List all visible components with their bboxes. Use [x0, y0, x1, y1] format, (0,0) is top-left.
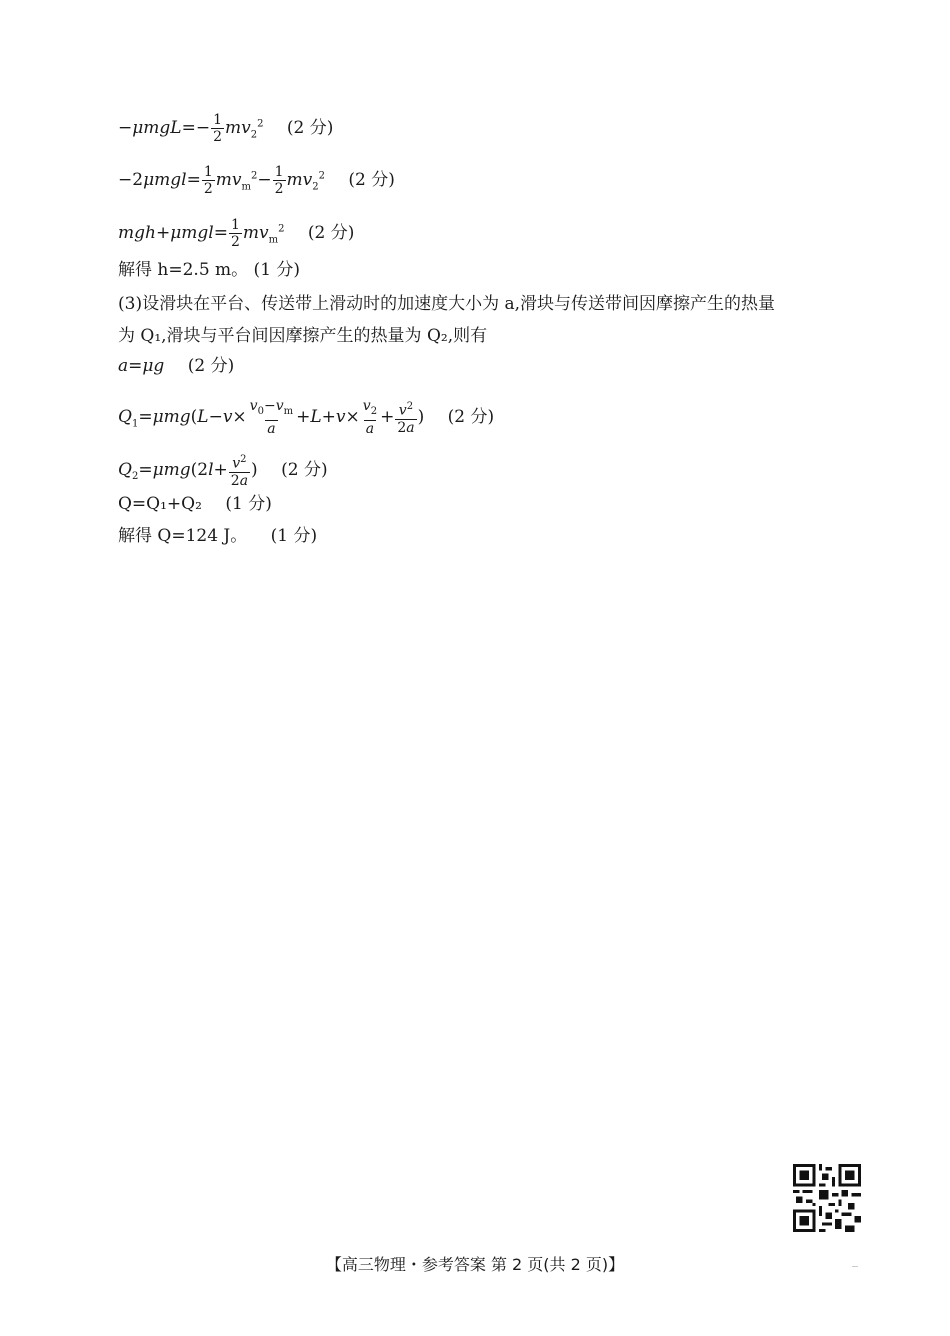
equation-1-score: (2 分) [286, 118, 334, 138]
equation-2: −2μmgl= $\frac{1}{2}$ $mv_m^2-$ $\frac{1}{2}$ $mv_2^2$ (2 分) [118, 164, 395, 197]
page-footer: 【高三物理・参考答案 第 2 页(共 2 页)】 [325, 1255, 625, 1274]
equation-q [118, 496, 272, 513]
equation-q-score: (1 分) [225, 494, 272, 514]
equation-a-text: a=μg [118, 356, 165, 376]
equation-q1: $Q_1=\mu mg(L-v\times$ $\frac{v_0-v_m}{a}$ +L+v× $\frac{v_2}{a}$ + $\frac{v^2}{2a}$ ) (2 分) [118, 398, 495, 437]
result-h: 解得 h=2.5 m。 (1 分) [118, 260, 301, 280]
scan-mark [852, 1266, 858, 1267]
qr-code-icon [793, 1164, 861, 1232]
result-q-text: 解得 Q=124 J。 [118, 526, 248, 546]
part3-intro-line2: 为 Q₁,滑块与平台间因摩擦产生的热量为 Q₂,则有 [118, 326, 488, 346]
part3-intro-line1: (3)设滑块在平台、传送带上滑动时的加速度大小为 a,滑块与传送带间因摩擦产生的热量 [118, 294, 776, 314]
equation-2-score: (2 分) [348, 170, 395, 190]
equation-q2: $Q_2=\mu mg(2l+$ $\frac{v^2}{2a}$ ) (2 分) [118, 454, 328, 489]
result-q [118, 528, 317, 545]
equation-q1-score: (2 分) [447, 406, 495, 427]
equation-3-score: (2 分) [307, 223, 355, 243]
equation-1: −μmgL=− $\frac{1}{2}$ $mv_2^2$ (2 分) [118, 112, 334, 145]
result-q-score: (1 分) [270, 526, 318, 546]
equation-a-score: (2 分) [187, 356, 235, 376]
equation-a [118, 358, 234, 375]
equation-q2-score: (2 分) [281, 459, 328, 480]
part3-intro [118, 288, 863, 352]
equation-q-text: Q=Q₁+Q₂ [118, 494, 202, 514]
equation-3: mgh+μmgl= $\frac{1}{2}$ $mv_m^2$ (2 分) [118, 217, 355, 250]
